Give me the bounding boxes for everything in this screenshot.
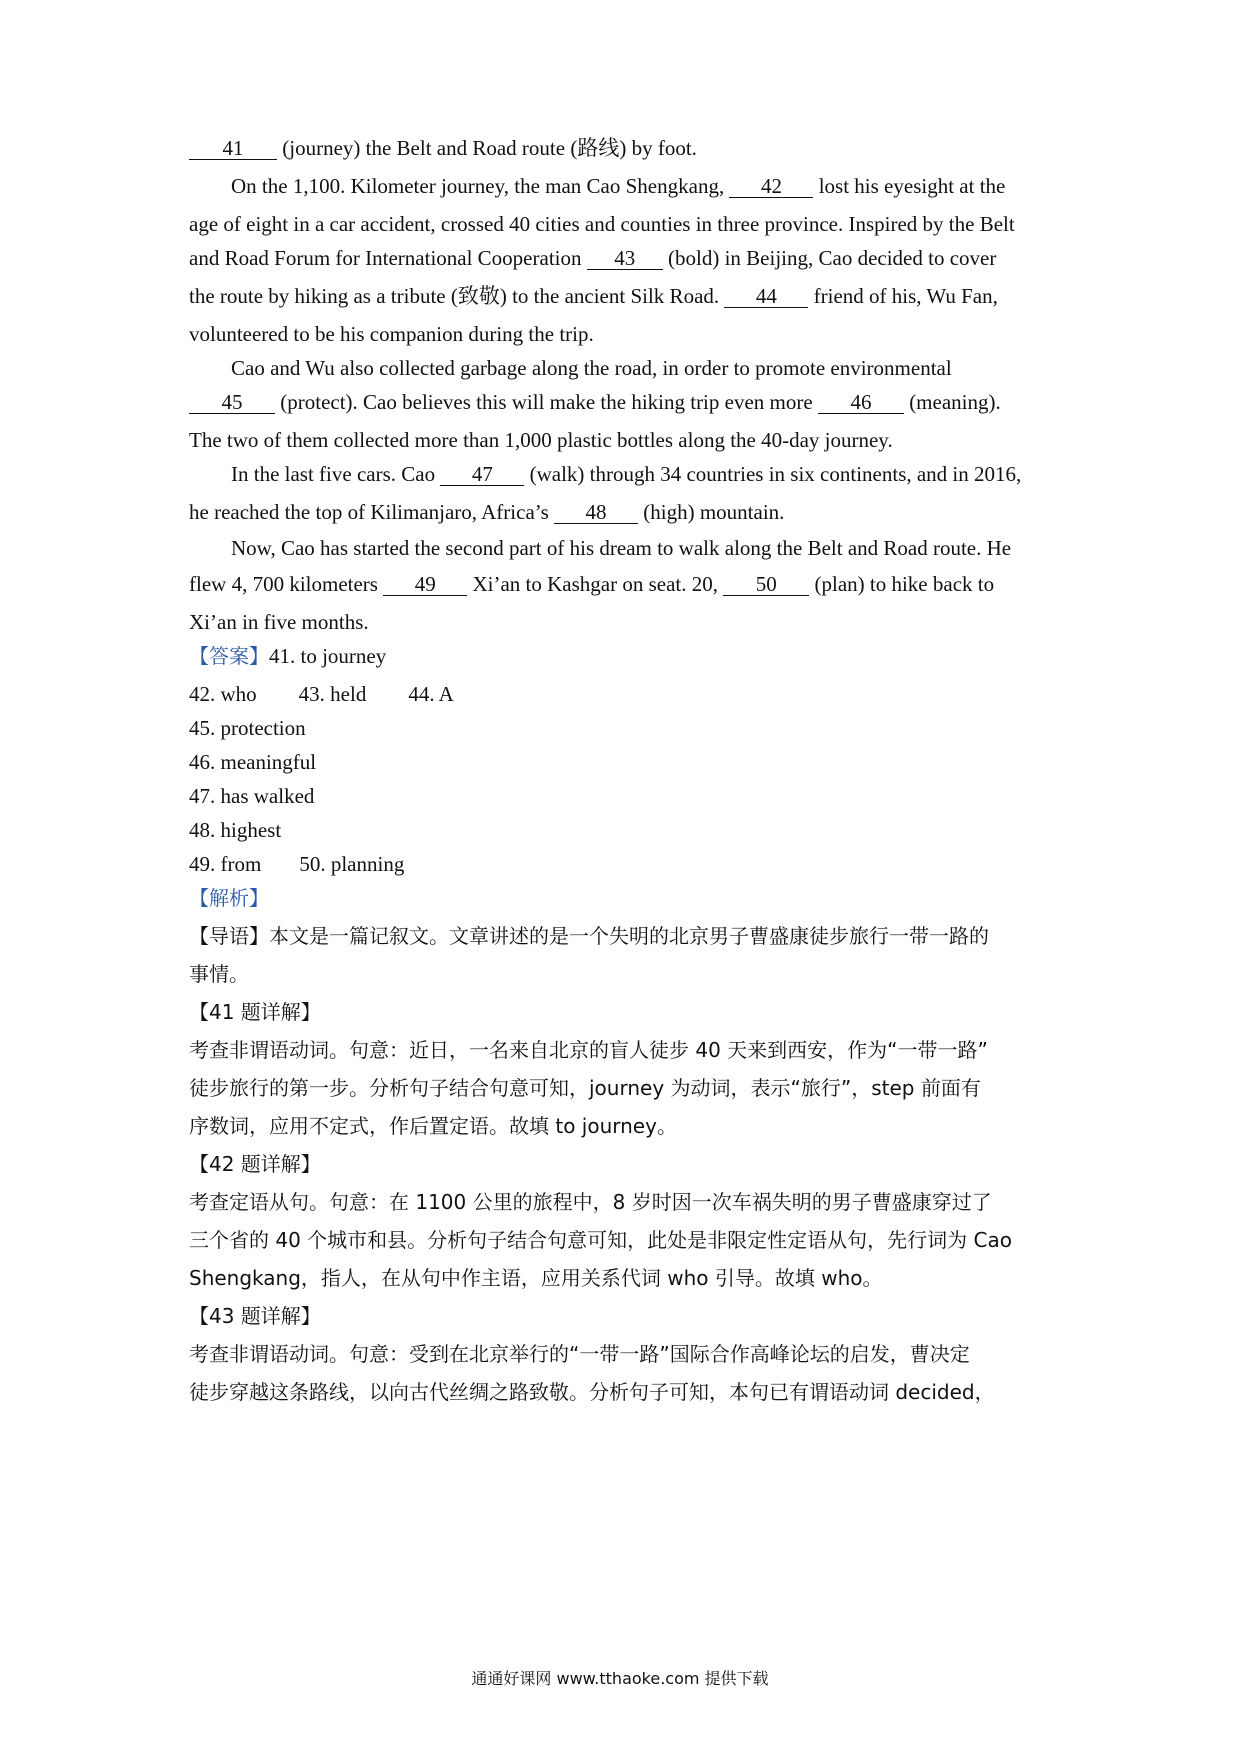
page-footer: 通通好课网 www.tthaoke.com 提供下载 <box>471 1669 769 1688</box>
passage-line: Cao and Wu also collected garbage along the road, in order to promote environmental <box>231 356 952 380</box>
answer-43: 43. held <box>298 682 367 706</box>
heading-43: 【43 题详解】 <box>189 1304 321 1328</box>
passage-line: flew 4, 700 kilometers 49 Xi’an to Kashgar on seat. 20, 50 (plan) to hike back to <box>189 572 995 596</box>
detail-43-line: 徒步穿越这条路线，以向古代丝绸之路致敬。分析句子可知，本句已有谓语动词 decided， <box>189 1380 995 1404</box>
blank-45: 45 <box>189 391 275 414</box>
detail-42-line: 考查定语从句。句意：在 1100 公里的旅程中，8 岁时因一次车祸失明的男子曹盛康穿过了 <box>189 1190 992 1214</box>
passage-line: and Road Forum for International Cooperation 43 (bold) in Beijing, Cao decided to cover <box>189 246 997 270</box>
detail-43-line: 考查非谓语动词。句意：受到在北京举行的“一带一路”国际合作高峰论坛的启发，曹决定 <box>189 1342 970 1366</box>
blank-44: 44 <box>724 285 808 308</box>
detail-42-line: 三个省的 40 个城市和县。分析句子结合句意可知，此处是非限定性定语从句，先行词为 Cao <box>189 1228 1012 1252</box>
answer-48: 48. highest <box>189 818 282 842</box>
answer-line <box>189 850 404 878</box>
detail-41-line: 序数词，应用不定式，作后置定语。故填 to journey。 <box>189 1114 677 1138</box>
passage-line: On the 1,100. Kilometer journey, the man Cao Shengkang, 42 lost his eyesight at the <box>231 174 1006 198</box>
blank-47: 47 <box>440 463 524 486</box>
blank-50: 50 <box>723 573 809 596</box>
passage-line: age of eight in a car accident, crossed 40 cities and counties in three province. Inspired by the Belt <box>189 212 1015 236</box>
answer-47: 47. has walked <box>189 784 315 808</box>
answer-46: 46. meaningful <box>189 750 317 774</box>
analysis-tag: 【解析】 <box>189 886 269 910</box>
passage-line: In the last five cars. Cao 47 (walk) through 34 countries in six continents, and in 2016, <box>231 462 1022 486</box>
passage-line: Now, Cao has started the second part of his dream to walk along the Belt and Road route. He <box>231 536 1012 560</box>
answer-44: 44. A <box>408 682 454 706</box>
analysis-intro-line: 事情。 <box>189 962 249 986</box>
blank-42: 42 <box>729 175 813 198</box>
answer-tag: 【答案】 <box>189 644 269 668</box>
detail-41-line: 考查非谓语动词。句意：近日，一名来自北京的盲人徒步 40 天来到西安，作为“一带一路” <box>189 1038 988 1062</box>
blank-46: 46 <box>818 391 904 414</box>
blank-48: 48 <box>554 501 638 524</box>
answer-50: 50. planning <box>299 852 405 876</box>
passage-line: 45 (protect). Cao believes this will make the hiking trip even more 46 (meaning). <box>189 388 1001 416</box>
answer-line <box>189 680 454 708</box>
passage-line: 41 (journey) the Belt and Road route (路线) by foot. <box>189 134 697 162</box>
blank-49: 49 <box>383 573 467 596</box>
analysis-intro-line: 【导语】本文是一篇记叙文。文章讲述的是一个失明的北京男子曹盛康徒步旅行一带一路的 <box>189 924 989 948</box>
answer-42: 42. who <box>189 682 257 706</box>
passage-line: he reached the top of Kilimanjaro, Africa’s 48 (high) mountain. <box>189 500 785 524</box>
passage-line: volunteered to be his companion during the trip. <box>189 322 594 346</box>
answer-line <box>189 642 386 670</box>
detail-42-line: Shengkang，指人，在从句中作主语，应用关系代词 who 引导。故填 who。 <box>189 1266 883 1290</box>
answer-41: 41. to journey <box>269 644 387 668</box>
answer-45: 45. protection <box>189 716 306 740</box>
heading-42: 【42 题详解】 <box>189 1152 321 1176</box>
blank-43: 43 <box>587 247 663 270</box>
passage-line: The two of them collected more than 1,000 plastic bottles along the 40-day journey. <box>189 428 893 452</box>
passage-line: the route by hiking as a tribute (致敬) to the ancient Silk Road. 44 friend of his, Wu Fan, <box>189 284 998 308</box>
passage-line: Xi’an in five months. <box>189 610 369 634</box>
heading-41: 【41 题详解】 <box>189 1000 321 1024</box>
blank-41: 41 <box>189 137 277 160</box>
answer-49: 49. from <box>189 852 262 876</box>
detail-41-line: 徒步旅行的第一步。分析句子结合句意可知，journey 为动词，表示“旅行”，step 前面有 <box>189 1076 981 1100</box>
